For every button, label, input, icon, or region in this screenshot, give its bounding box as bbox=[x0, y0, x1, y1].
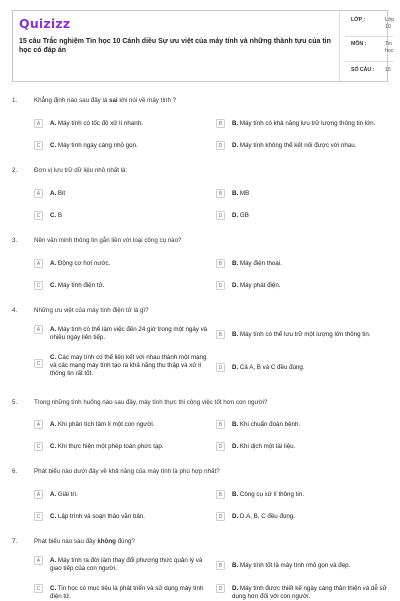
option-text bbox=[232, 585, 400, 601]
question-text bbox=[34, 97, 389, 105]
option-key: A. bbox=[50, 421, 56, 428]
option-label: Động cơ hơi nước. bbox=[58, 260, 110, 267]
option-label: Bit bbox=[58, 190, 65, 197]
option-label: Khi phân tích tâm lí một con người. bbox=[58, 421, 155, 428]
question-number: 1. bbox=[12, 97, 30, 105]
option-key: D. bbox=[232, 443, 238, 450]
question-text-part: khi nói về máy tính ? bbox=[118, 97, 176, 104]
option-label: Máy tính có tốc độ xử lí nhanh. bbox=[58, 120, 143, 127]
option-label: Tin học có mục tiêu là phát triển và sử dụng máy tính điện tử. bbox=[50, 585, 203, 600]
option-label: Máy tính được thiết kế ngày càng thân thiện và dễ sử dụng hơn đối với con người. bbox=[232, 585, 387, 600]
option-label: Máy tính điện tử. bbox=[58, 282, 104, 289]
option-key: A. bbox=[50, 326, 56, 333]
option-text bbox=[50, 443, 210, 451]
option-label: Khi chuẩn đoán bệnh. bbox=[240, 421, 300, 428]
option-text bbox=[50, 260, 210, 268]
option-label: Máy tính có khả năng lưu trữ lượng thông tin lớn. bbox=[240, 120, 375, 127]
quizizz-logo: Quizizz bbox=[19, 17, 337, 30]
question-number: 2. bbox=[12, 167, 30, 175]
option-key: A. bbox=[50, 190, 56, 197]
question-text: Nền văn minh thông tin gắn liền với loại công cụ nào? bbox=[34, 237, 389, 245]
option-label: Máy tính ngày càng nhỏ gọn. bbox=[58, 142, 138, 149]
option-key: D. bbox=[232, 212, 238, 219]
option-letter-box: A bbox=[34, 420, 43, 429]
worksheet-header bbox=[12, 10, 388, 82]
count-label: SỐ CÂU : bbox=[351, 67, 374, 74]
option-text bbox=[232, 364, 400, 372]
meta-separator bbox=[345, 36, 393, 37]
option-key: C. bbox=[50, 354, 56, 361]
option-letter-box: B bbox=[216, 490, 225, 499]
option-label: Máy tính có thể làm việc đến 24 giờ trong một ngày và nhiều ngày liên tiếp. bbox=[50, 326, 207, 341]
option-letter-box: B bbox=[216, 119, 225, 128]
option-letter-box: D bbox=[216, 211, 225, 220]
option-key: D. bbox=[232, 142, 238, 149]
option-text bbox=[232, 260, 400, 268]
question-number: 6. bbox=[12, 468, 30, 476]
question-text-emphasis: không bbox=[97, 538, 116, 545]
question-text: Đơn vị lưu trữ dữ liệu nhỏ nhất là: bbox=[34, 167, 389, 175]
option-label: Máy phát điện. bbox=[240, 282, 281, 289]
option-letter-box: B bbox=[216, 259, 225, 268]
option-key: B. bbox=[232, 491, 238, 498]
question-text: Trong những tình huống nào sau đây, máy tính thực thi công việc tốt hơn con người? bbox=[34, 399, 389, 407]
option-text bbox=[50, 585, 210, 601]
option-label: D.A, B, C đều đúng. bbox=[240, 513, 295, 520]
option-label: Máy tính ra đời làm thay đổi phương thức quản lý và giao tiếp của con người. bbox=[50, 557, 202, 572]
option-letter-box: C bbox=[34, 442, 43, 451]
option-label: Công cụ xử lí thông tin. bbox=[240, 491, 304, 498]
option-key: C. bbox=[50, 443, 56, 450]
option-label: Khi thực hiện một phép toán phức tạp. bbox=[58, 443, 164, 450]
count-value: 15 bbox=[385, 67, 400, 74]
option-key: B. bbox=[232, 562, 238, 569]
option-key: A. bbox=[50, 557, 56, 564]
question-text bbox=[34, 538, 389, 546]
question-number: 3. bbox=[12, 237, 30, 245]
option-key: C. bbox=[50, 142, 56, 149]
option-label: Máy điện thoại. bbox=[240, 260, 282, 267]
subject-label: MÔN : bbox=[351, 41, 366, 48]
option-key: A. bbox=[50, 260, 56, 267]
option-letter-box: C bbox=[34, 281, 43, 290]
subject-value: Tin học bbox=[385, 41, 400, 55]
option-letter-box: D bbox=[216, 584, 225, 593]
option-letter-box: D bbox=[216, 363, 225, 372]
meta-divider bbox=[339, 11, 340, 81]
option-text bbox=[232, 190, 400, 198]
option-text bbox=[232, 491, 400, 499]
option-letter-box: B bbox=[216, 330, 225, 339]
option-letter-box: D bbox=[216, 141, 225, 150]
option-text bbox=[50, 421, 210, 429]
option-label: MB bbox=[240, 190, 249, 197]
option-letter-box: D bbox=[216, 442, 225, 451]
option-label: Máy tính có thể lưu trữ một lượng lớn thông tin. bbox=[240, 331, 371, 338]
question-text-part: Phát biểu nào sau đây bbox=[34, 538, 97, 545]
option-label: B bbox=[58, 212, 62, 219]
option-letter-box: A bbox=[34, 556, 43, 565]
option-label: Khi dịch một tài liệu. bbox=[240, 443, 295, 450]
option-key: B. bbox=[232, 331, 238, 338]
option-letter-box: C bbox=[34, 211, 43, 220]
question-number: 7. bbox=[12, 538, 30, 546]
option-label: Giải trí. bbox=[58, 491, 78, 498]
option-letter-box: D bbox=[216, 512, 225, 521]
option-text bbox=[50, 354, 208, 379]
option-key: C. bbox=[50, 212, 56, 219]
meta-separator bbox=[345, 61, 393, 62]
option-key: D. bbox=[232, 282, 238, 289]
option-label: Cả A, B và C đều đúng. bbox=[240, 364, 305, 371]
option-key: C. bbox=[50, 585, 56, 592]
option-text bbox=[232, 120, 400, 128]
option-key: D. bbox=[232, 513, 238, 520]
question-text: Phát biểu nào dưới đây về khả năng của máy tính là phù hợp nhất? bbox=[34, 468, 389, 476]
option-text bbox=[232, 562, 400, 570]
option-letter-box: A bbox=[34, 189, 43, 198]
option-letter-box: A bbox=[34, 490, 43, 499]
option-text bbox=[232, 331, 400, 339]
option-text bbox=[232, 212, 400, 220]
class-value: Lớp 10 bbox=[385, 17, 400, 31]
header-meta bbox=[339, 11, 387, 81]
option-letter-box: B bbox=[216, 189, 225, 198]
option-text bbox=[232, 282, 400, 290]
option-letter-box: C bbox=[34, 512, 43, 521]
option-text bbox=[50, 557, 210, 574]
option-label: Máy tính không thể kết nối được với nhau. bbox=[240, 142, 356, 149]
header-left bbox=[19, 17, 337, 55]
option-label: GB bbox=[240, 212, 249, 219]
option-text bbox=[232, 443, 400, 451]
question-text-emphasis: sai bbox=[109, 97, 118, 104]
question-text-part: Khẳng định nào sau đây là bbox=[34, 97, 109, 104]
option-key: D. bbox=[232, 364, 238, 371]
question-number: 5. bbox=[12, 399, 30, 407]
option-key: C. bbox=[50, 282, 56, 289]
option-text bbox=[50, 212, 210, 220]
option-key: D. bbox=[232, 585, 238, 592]
option-text bbox=[50, 513, 210, 521]
option-text bbox=[232, 513, 400, 521]
option-letter-box: B bbox=[216, 420, 225, 429]
option-letter-box: D bbox=[216, 281, 225, 290]
option-label: Máy tính tốt là máy tính nhỏ gọn và đẹp. bbox=[240, 562, 350, 569]
question-number: 4. bbox=[12, 307, 30, 315]
option-key: B. bbox=[232, 190, 238, 197]
option-text bbox=[50, 120, 210, 128]
option-key: A. bbox=[50, 491, 56, 498]
question-text: Những ưu việt của máy tính điện tử là gì? bbox=[34, 307, 389, 315]
option-label: Lập trình và soạn thảo văn bản. bbox=[58, 513, 145, 520]
option-key: C. bbox=[50, 513, 56, 520]
option-letter-box: A bbox=[34, 259, 43, 268]
worksheet-title: 15 câu Trắc nghiệm Tin học 10 Cánh diều Sự ưu việt của máy tính và những thành tựu của tin học có đáp án bbox=[19, 37, 337, 55]
class-label: LỚP : bbox=[351, 17, 365, 24]
option-key: B. bbox=[232, 421, 238, 428]
option-text bbox=[232, 421, 400, 429]
option-letter-box: C bbox=[34, 584, 43, 593]
option-text bbox=[50, 190, 210, 198]
option-letter-box: A bbox=[34, 325, 43, 334]
option-text bbox=[232, 142, 400, 150]
option-text bbox=[50, 282, 210, 290]
option-text bbox=[50, 491, 210, 499]
question-text-part: đúng? bbox=[116, 538, 135, 545]
option-letter-box: C bbox=[34, 141, 43, 150]
option-letter-box: B bbox=[216, 561, 225, 570]
option-label: Các máy tính có thể liên kết với nhau thành một mạng và các mạng máy tính tạo ra khả năng thu thập và xử lí thông tin rất tốt. bbox=[50, 354, 206, 378]
option-key: A. bbox=[50, 120, 56, 127]
option-key: B. bbox=[232, 260, 238, 267]
option-text bbox=[50, 142, 210, 150]
option-letter-box: A bbox=[34, 119, 43, 128]
option-text bbox=[50, 326, 208, 343]
option-key: B. bbox=[232, 120, 238, 127]
option-letter-box: C bbox=[34, 359, 43, 368]
